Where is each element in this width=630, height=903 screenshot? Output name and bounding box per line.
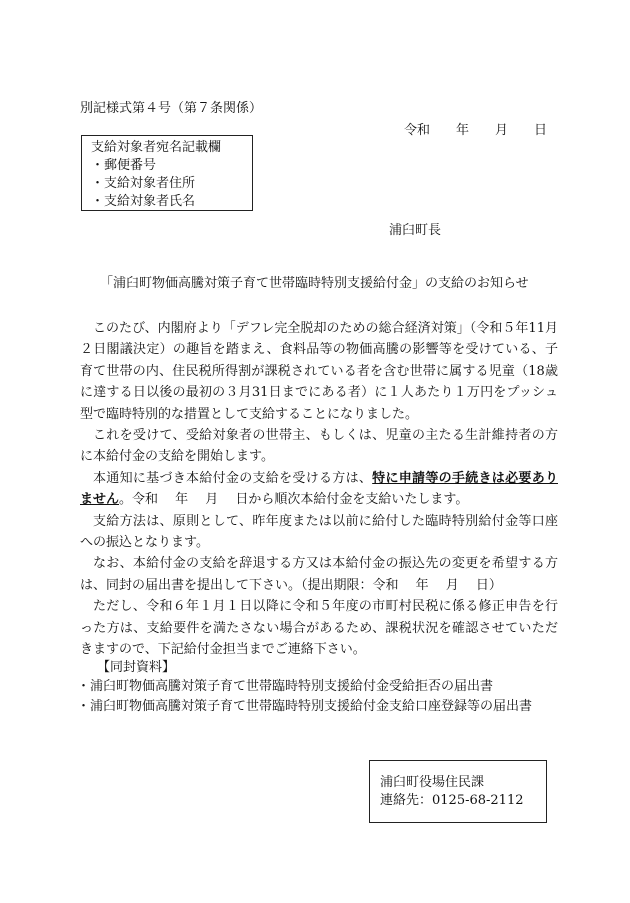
document-subject: 「浦臼町物価高騰対策子育て世帯臨時特別支援給付金」の支給のお知らせ xyxy=(100,276,529,291)
date-month: 月 xyxy=(495,123,509,138)
sender-name: 浦臼町長 xyxy=(389,223,442,238)
date-day: 日 xyxy=(534,123,548,138)
form-number-label: 別記様式第４号（第７条関係） xyxy=(80,101,263,116)
paragraph xyxy=(80,468,558,511)
enclosed-item: ・浦臼町物価高騰対策子育て世帯臨時特別支援給付金受給拒否の届出書 xyxy=(77,679,494,694)
recipient-box-item: ・郵便番号 xyxy=(91,158,157,173)
paragraph: なお、本給付金の支給を辞退する方又は本給付金の振込先の変更を希望する方は、同封の届出書を提出して下さい。（提出期限：令和 年 月 日） xyxy=(80,556,558,593)
paragraph: これを受けて、受給対象者の世帯主、もしくは、児童の主たる生計維持者の方に本給付金の支給を開始します。 xyxy=(80,428,558,465)
paragraph-text: 。令和 年 月 日から順次本給付金を支給いたします。 xyxy=(119,492,469,508)
contact-phone: 連絡先：0125-68-2112 xyxy=(380,793,524,808)
recipient-address-box xyxy=(81,135,253,211)
date-year: 年 xyxy=(456,123,470,138)
enclosed-heading: 【同封資料】 xyxy=(97,660,176,675)
contact-department: 浦臼町役場住民課 xyxy=(380,775,485,790)
notice-body xyxy=(80,318,558,661)
date-era: 令和 xyxy=(404,123,431,138)
enclosed-list xyxy=(77,677,532,717)
paragraph: ただし、令和６年１月１日以降に令和５年度の市町村民税に係る修正申告を行った方は、支給要件を満たさない場合があるため、課税状況を確認させていただきますので、下記給付金担当までご連絡下さい。 xyxy=(80,599,558,658)
recipient-box-item: ・支給対象者住所 xyxy=(91,176,196,191)
emphasis-no-application: 特に申請等の手続きは必要ありません xyxy=(80,470,558,508)
paragraph-text: 本通知に基づき本給付金の支給を受ける方は、 xyxy=(93,470,373,486)
paragraph: 支給方法は、原則として、昨年度または以前に給付した臨時特別給付金等口座への振込となります。 xyxy=(80,513,558,551)
recipient-box-item: ・支給対象者氏名 xyxy=(91,194,196,209)
paragraph: このたび、内閣府より「デフレ完全脱却のための総合経済対策」（令和５年11月２日閣議決定）の趣旨を踏まえ、食料品等の物価高騰の影響等を受けている、子育て世帯の内、住民税所得割が課税されている者を含む世帯に属する児童（18歳に達する日以後の最初の３月31日までにある者）に１人あたり１万円をプッシュ型で臨時特別的な措置として支給することになりました。 xyxy=(80,321,558,422)
recipient-box-title: 支給対象者宛名記載欄 xyxy=(91,140,222,155)
contact-box xyxy=(369,760,547,823)
enclosed-item: ・浦臼町物価高騰対策子育て世帯臨時特別支援給付金支給口座登録等の届出書 xyxy=(77,699,533,714)
date-line xyxy=(404,119,547,138)
